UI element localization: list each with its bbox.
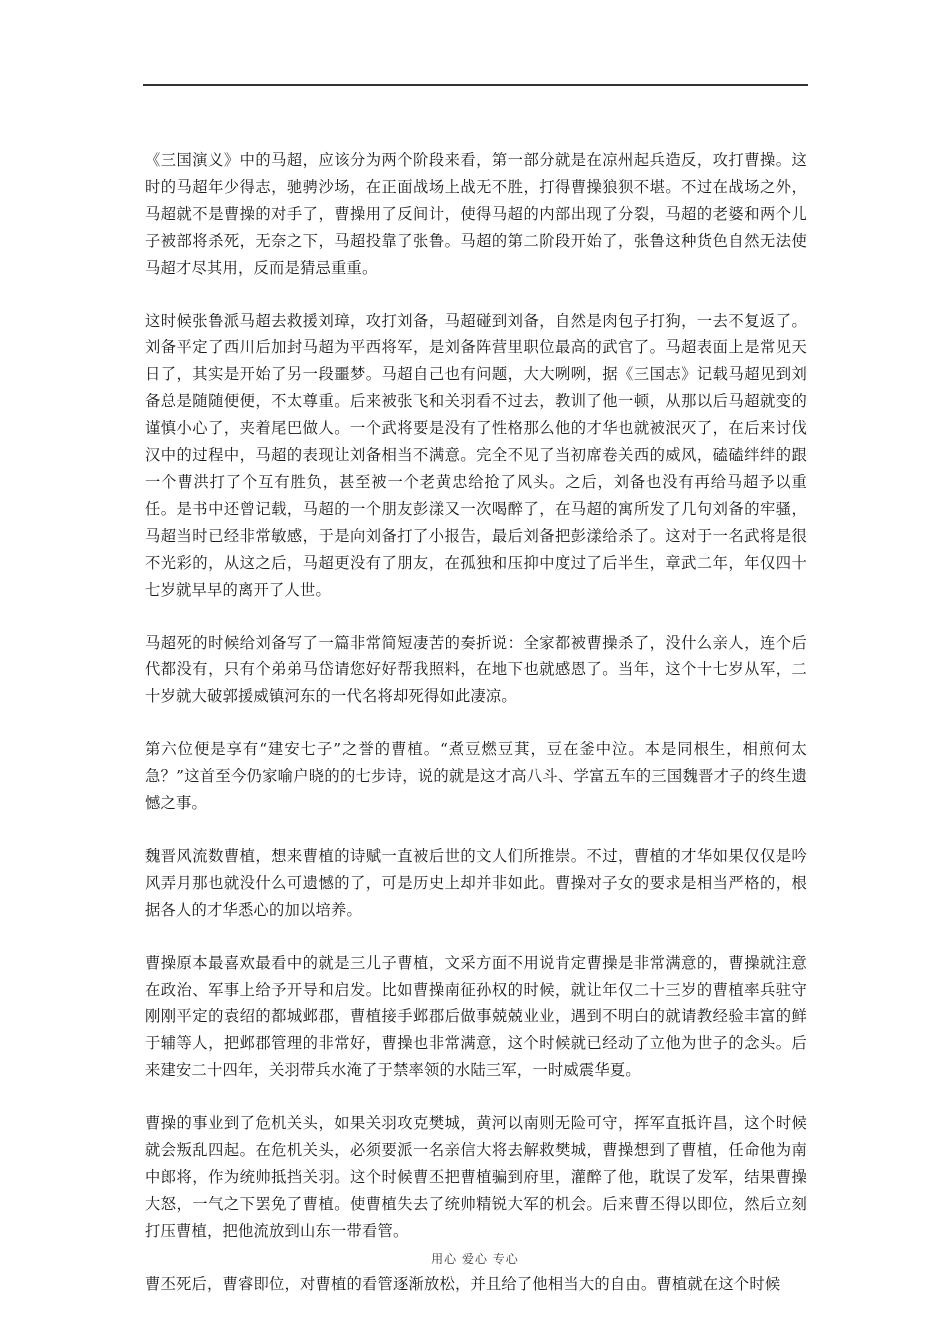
paragraph: 马超死的时候给刘备写了一篇非常简短凄苦的奏折说：全家都被曹操杀了，没什么亲人，连个后代都没有，只有个弟弟马岱请您好好帮我照料，在地下也就感恩了。当年，这个十七岁从军，二十岁就大破郭援威镇河东的一代名将却死得如此凄凉。 (145, 633, 807, 706)
paragraph: 曹丕死后，曹睿即位，对曹植的看管逐渐放松，并且给了他相当大的自由。曹植就在这个时候 (145, 1274, 781, 1293)
paragraph: 魏晋风流数曹植，想来曹植的诗赋一直被后世的文人们所推崇。不过，曹植的才华如果仅仅是吟风弄月那也就没什么可遗憾的了，可是历史上却并非如此。曹操对子女的要求是相当严格的，根据各人的才华悉心的加以培养。 (145, 846, 807, 919)
page-footer: 用心 爱心 专心 (431, 1252, 519, 1266)
paragraph: 曹操的事业到了危机关头，如果关羽攻克樊城，黄河以南则无险可守，挥军直抵许昌，这个时候就会叛乱四起。在危机关头，必须要派一名亲信大将去解救樊城，曹操想到了曹植，任命他为南中郎将，作为统帅抵挡关羽。这个时候曹丕把曹植骗到府里，灌醉了他，耽误了发军，结果曹操大怒，一气之下罢免了曹植。使曹植失去了统帅精锐大军的机会。后来曹丕得以即位，然后立刻打压曹植，把他流放到山东一带看管。 (145, 1114, 807, 1240)
paragraph: 这时候张鲁派马超去救援刘璋，攻打刘备，马超碰到刘备，自然是肉包子打狗，一去不复返了。刘备平定了西川后加封马超为平西将军，是刘备阵营里职位最高的武官了。马超表面上是常见天日了，其实是开始了另一段噩梦。马超自己也有问题，大大咧咧，据《三国志》记载马超见到刘备总是随随便便，不太尊重。后来被张飞和关羽看不过去，教训了他一顿，从那以后马超就变的谨慎小心了，夹着尾巴做人。一个武将要是没有了性格那么他的才华也就被泯灭了，在后来讨伐汉中的过程中，马超的表现让刘备相当不满意。完全不见了当初席卷关西的威风，磕磕绊绊的跟一个曹洪打了个互有胜负，甚至被一个老黄忠给抢了风头。之后，刘备也没有再给马超予以重任。是书中还曾记载，马超的一个朋友彭漾又一次喝醉了，在马超的寓所发了几句刘备的牢骚，马超当时已经非常敏感，于是向刘备打了小报告，最后刘备把彭漾给杀了。这对于一名武将是很不光彩的，从这之后，马超更没有了朋友，在孤独和压抑中度过了后半生，章武二年，年仅四十七岁就早早的离开了人世。 (145, 311, 807, 599)
body-text (145, 147, 807, 1298)
paragraph: 《三国演义》中的马超，应该分为两个阶段来看，第一部分就是在凉州起兵造反，攻打曹操。这时的马超年少得志，驰骋沙场，在正面战场上战无不胜，打得曹操狼狈不堪。不过在战场之外，马超就不是曹操的对手了，曹操用了反间计，使得马超的内部出现了分裂，马超的老婆和两个儿子被部将杀死，无奈之下，马超投靠了张鲁。马超的第二阶段开始了，张鲁这种货色自然无法使马超才尽其用，反而是猜忌重重。 (145, 151, 807, 277)
paragraph: 曹操原本最喜欢最看中的就是三儿子曹植，文采方面不用说肯定曹操是非常满意的，曹操就注意在政治、军事上给予开导和启发。比如曹操南征孙权的时候，就让年仅二十三岁的曹植率兵驻守刚刚平定的袁绍的都城邺郡，曹植接手邺郡后做事兢兢业业，遇到不明白的就请教经验丰富的鲜于辅等人，把邺郡管理的非常好，曹操也非常满意，这个时候就已经动了立他为世子的念头。后来建安二十四年，关羽带兵水淹了于禁率领的水陆三军，一时威震华夏。 (145, 953, 807, 1080)
header-rule (143, 84, 808, 86)
paragraph: 第六位便是享有“建安七子”之誉的曹植。“煮豆燃豆萁，豆在釜中泣。本是同根生，相煎何太急？”这首至今仍家喻户晓的的七步诗，说的就是这才高八斗、学富五车的三国魏晋才子的终生遗憾之事。 (145, 740, 807, 813)
